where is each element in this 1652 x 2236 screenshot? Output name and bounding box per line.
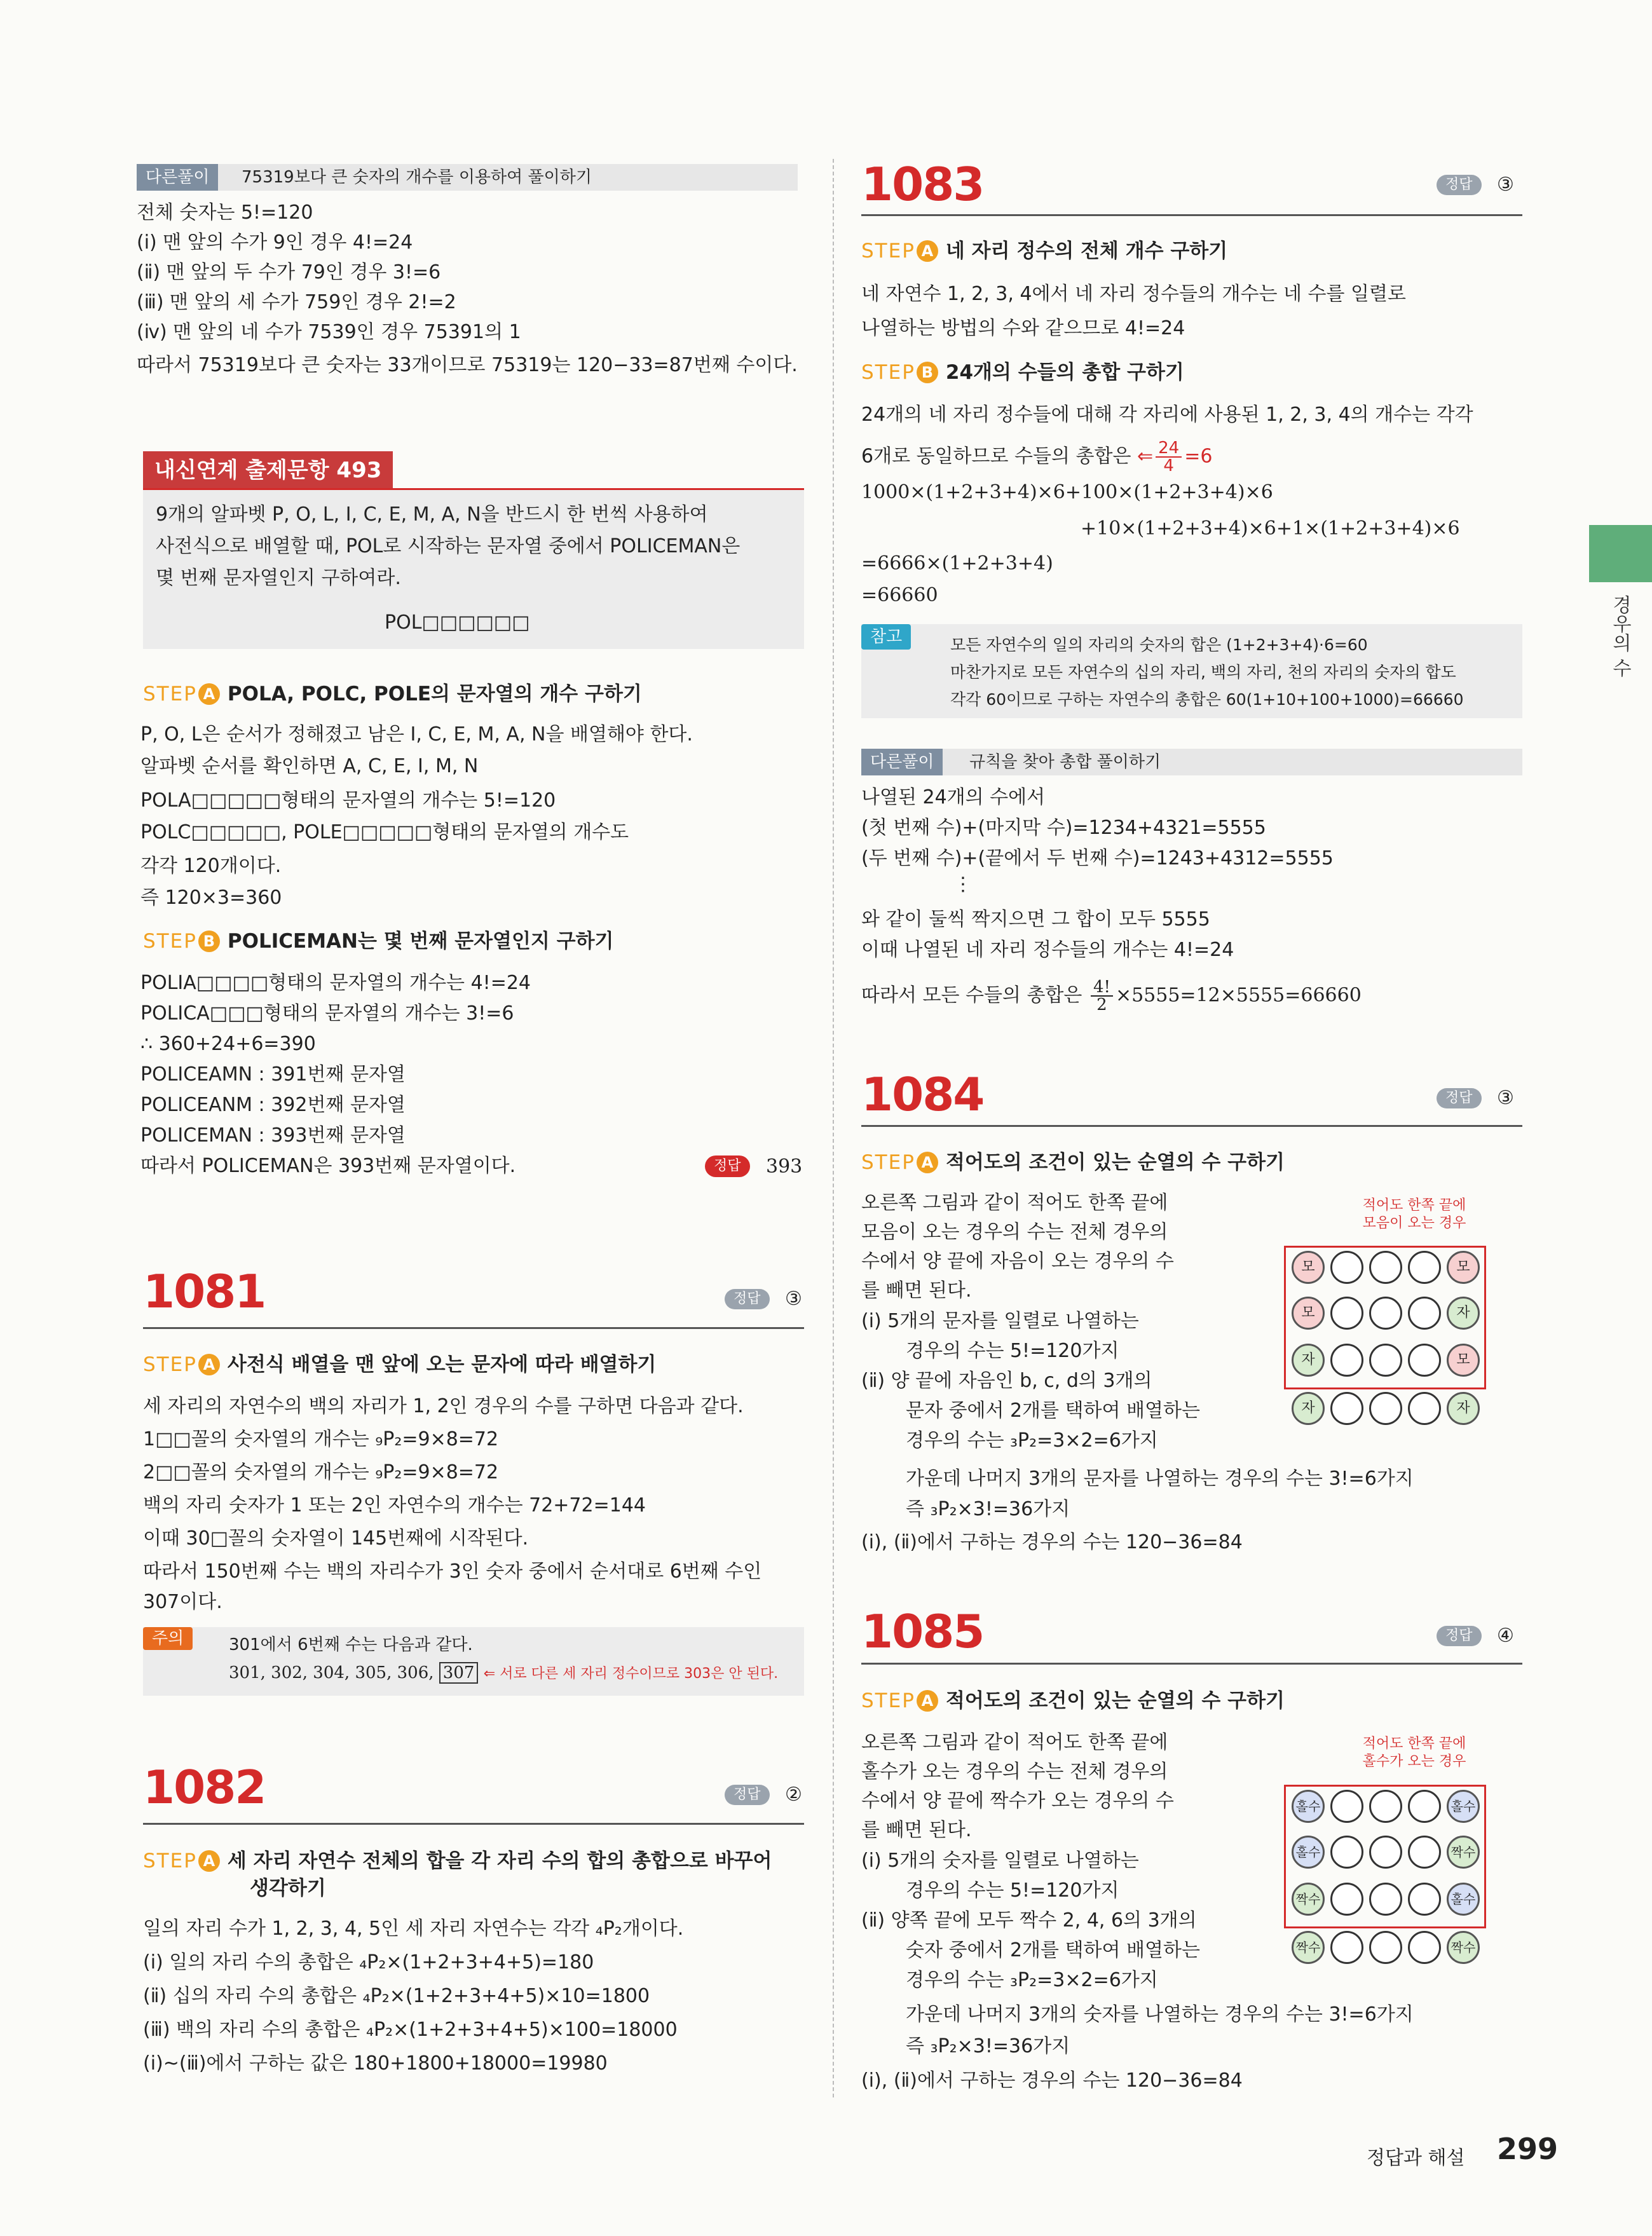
- answer-value: 393: [766, 1155, 803, 1178]
- diagram-caption: 적어도 한쪽 끝에 홀수가 오는 경우: [1362, 1736, 1466, 1769]
- solution-line: 경우의 수는 5!=120가지: [906, 1879, 1119, 1902]
- empty-circle: [1408, 1883, 1441, 1916]
- vowel-circle: 모: [1447, 1251, 1480, 1284]
- solution-line: 이때 30□꼴의 숫자열이 145번째에 시작된다.: [143, 1527, 529, 1550]
- empty-circle: [1369, 1297, 1402, 1330]
- problem-number: 1083: [861, 158, 984, 211]
- solution-line: 홀수가 오는 경우의 수는 전체 경우의: [861, 1761, 1168, 1783]
- step-line: POLICEANM : 392번째 문자열: [140, 1094, 406, 1116]
- alt-line: 따라서 모든 수들의 총합은 $\frac{4!}{2}$ ×5555=12×5555=66660: [861, 978, 1362, 1014]
- note-tag: 주의: [143, 1627, 193, 1650]
- ref-line: 모든 자연수의 일의 자리의 숫자의 합은 (1+2+3+4)·6=60: [950, 636, 1368, 654]
- odd-circle: 홀수: [1292, 1790, 1325, 1823]
- problem-rule: [143, 1823, 804, 1825]
- vowel-circle: 모: [1292, 1297, 1325, 1330]
- note-line: 301에서 6번째 수는 다음과 같다.: [229, 1635, 473, 1654]
- solution-line: 네 자연수 1, 2, 3, 4에서 네 자리 정수들의 개수는 네 수를 일렬로: [861, 283, 1406, 305]
- step-a-heading-cont: 생각하기: [250, 1877, 326, 1900]
- empty-circle: [1330, 1836, 1363, 1869]
- answer-value: ②: [785, 1783, 802, 1806]
- empty-circle: [1408, 1836, 1441, 1869]
- calc-line: +10×(1+2+3+4)×6+1×(1+2+3+4)×6: [1081, 517, 1460, 540]
- solution-line: 즉 ₃P₂×3!=36가지: [906, 2035, 1070, 2057]
- alt-line: 전체 숫자는 5!=120: [137, 201, 313, 224]
- step-line: 즉 120×3=360: [140, 887, 282, 909]
- page-number: 299: [1497, 2132, 1559, 2166]
- empty-circle: [1369, 1251, 1402, 1284]
- solution-line: (ⅰ) 5개의 문자를 일렬로 나열하는: [861, 1310, 1139, 1332]
- problem-rule: [861, 1125, 1522, 1127]
- odd-circle: 홀수: [1447, 1790, 1480, 1823]
- empty-circle: [1330, 1251, 1363, 1284]
- solution-line: 6개로 동일하므로 수들의 총합은 ⇐ $\frac{24}{4}$ =6: [861, 439, 1213, 475]
- empty-circle: [1369, 1344, 1402, 1377]
- problem-rule: [143, 1327, 804, 1329]
- step-line: POLC□□□□□, POLE□□□□□형태의 문자열의 개수도: [140, 821, 629, 843]
- solution-line: 세 자리의 자연수의 백의 자리가 1, 2인 경우의 수를 구하면 다음과 같다.: [143, 1395, 744, 1417]
- step-b-heading: STEP B POLICEMAN는 몇 번째 문자열인지 구하기: [143, 930, 614, 953]
- solution-line: 2□□꼴의 숫자열의 개수는 ₉P₂=9×8=72: [143, 1461, 499, 1483]
- solution-line: (ⅰ), (ⅱ)에서 구하는 경우의 수는 120−36=84: [861, 2069, 1243, 2092]
- empty-circle: [1330, 1392, 1363, 1425]
- step-line: POLICA□□□형태의 문자열의 개수는 3!=6: [140, 1002, 514, 1025]
- problem-number: 1082: [143, 1761, 266, 1814]
- alt-solution-tag: 다른풀이: [861, 749, 943, 775]
- answer-value: ③: [1497, 174, 1514, 196]
- alt-line: (ⅳ) 맨 앞의 네 수가 7539인 경우 75391의 1: [137, 321, 521, 343]
- answer-badge: 정답: [705, 1155, 750, 1177]
- solution-line: (ⅱ) 십의 자리 수의 총합은 ₄P₂×(1+2+3+4+5)×10=1800: [143, 1985, 650, 2007]
- step-line: POLIA□□□□형태의 문자열의 개수는 4!=24: [140, 972, 531, 994]
- answer-badge: 정답: [725, 1289, 770, 1309]
- chapter-tab: [1589, 525, 1652, 582]
- calc-line: =6666×(1+2+3+4): [861, 552, 1053, 575]
- solution-line: (ⅱ) 양 끝에 자음인 b, c, d의 3개의: [861, 1370, 1152, 1392]
- alt-line: (ⅱ) 맨 앞의 두 수가 79인 경우 3!=6: [137, 261, 441, 283]
- problem-rule: [861, 1663, 1522, 1665]
- alt-line: (첫 번째 수)+(마지막 수)=1234+4321=5555: [861, 817, 1266, 839]
- step-line: P, O, L은 순서가 정해졌고 남은 I, C, E, M, A, N을 배열해야 한다.: [140, 723, 693, 746]
- alt-solution-desc: 75319보다 큰 숫자의 개수를 이용하여 풀이하기: [242, 168, 592, 187]
- step-line: POLICEMAN : 393번째 문자열: [140, 1124, 406, 1147]
- solution-line: 모음이 오는 경우의 수는 전체 경우의: [861, 1221, 1168, 1243]
- ref-line: 마찬가지로 모든 자연수의 십의 자리, 백의 자리, 천의 자리의 숫자의 합도: [950, 663, 1456, 681]
- step-line: ∴ 360+24+6=390: [140, 1033, 316, 1055]
- alt-line: 와 같이 둘씩 짝지으면 그 합이 모두 5555: [861, 908, 1210, 931]
- empty-circle: [1369, 1790, 1402, 1823]
- answer-badge: 정답: [1437, 175, 1482, 195]
- solution-line: (ⅰ) 일의 자리 수의 총합은 ₄P₂×(1+2+3+4+5)=180: [143, 1951, 594, 1974]
- step-line: POLICEAMN : 391번째 문자열: [140, 1063, 406, 1086]
- problem-number: 1084: [861, 1068, 984, 1121]
- answer-badge: 정답: [1437, 1088, 1482, 1108]
- solution-line: 경우의 수는 5!=120가지: [906, 1340, 1119, 1362]
- solution-line: 1□□꼴의 숫자열의 개수는 ₉P₂=9×8=72: [143, 1428, 499, 1450]
- solution-line: 경우의 수는 ₃P₂=3×2=6가지: [906, 1969, 1158, 1991]
- solution-line: 307이다.: [143, 1591, 222, 1613]
- step-line: 따라서 POLICEMAN은 393번째 문자열이다.: [140, 1155, 516, 1177]
- alt-solution-desc: 규칙을 찾아 총합 풀이하기: [969, 753, 1161, 772]
- solution-line: (ⅲ) 백의 자리 수의 총합은 ₄P₂×(1+2+3+4+5)×100=18000: [143, 2019, 678, 2041]
- empty-circle: [1369, 1931, 1402, 1964]
- even-circle: 짝수: [1292, 1931, 1325, 1964]
- consonant-circle: 자: [1447, 1297, 1480, 1330]
- solution-line: (ⅰ), (ⅱ)에서 구하는 경우의 수는 120−36=84: [861, 1531, 1243, 1553]
- step-a-heading: STEP A 네 자리 정수의 전체 개수 구하기: [861, 240, 1228, 262]
- alt-line: 나열된 24개의 수에서: [861, 786, 1046, 808]
- answer-value: ④: [1497, 1625, 1514, 1647]
- alt-line: (ⅲ) 맨 앞의 세 수가 759인 경우 2!=2: [137, 291, 456, 313]
- note-line: 301, 302, 304, 305, 306, 307 ⇐ 서로 다른 세 자리 정수이므로 303은 안 된다.: [229, 1663, 779, 1682]
- solution-line: 숫자 중에서 2개를 택하여 배열하는: [906, 1939, 1200, 1961]
- empty-circle: [1369, 1883, 1402, 1916]
- footer-label: 정답과 해설: [1367, 2147, 1465, 2169]
- solution-line: 즉 ₃P₂×3!=36가지: [906, 1498, 1070, 1520]
- solution-line: 를 빼면 된다.: [861, 1279, 972, 1302]
- step-a-heading: STEP A 적어도의 조건이 있는 순열의 수 구하기: [861, 1151, 1285, 1174]
- solution-line: 오른쪽 그림과 같이 적어도 한쪽 끝에: [861, 1731, 1168, 1754]
- empty-circle: [1408, 1931, 1441, 1964]
- solution-line: (ⅰ)~(ⅲ)에서 구하는 값은 180+1800+18000=19980: [143, 2052, 608, 2075]
- vowel-circle: 모: [1292, 1251, 1325, 1284]
- solution-line: 수에서 양 끝에 짝수가 오는 경우의 수: [861, 1790, 1174, 1812]
- step-a-heading: STEP A 사전식 배열을 맨 앞에 오는 문자에 따라 배열하기: [143, 1353, 657, 1376]
- section-title-493: 내신연계 출제문항 493: [143, 451, 393, 489]
- even-circle: 짝수: [1292, 1883, 1325, 1916]
- odd-circle: 홀수: [1447, 1883, 1480, 1916]
- empty-circle: [1408, 1297, 1441, 1330]
- even-circle: 짝수: [1447, 1931, 1480, 1964]
- ref-line: 각각 60이므로 구하는 자연수의 총합은 60(1+10+100+1000)=66660: [950, 690, 1464, 709]
- calc-line: =66660: [861, 584, 938, 606]
- solution-line: 24개의 네 자리 정수들에 대해 각 자리에 사용된 1, 2, 3, 4의 개수는 각각: [861, 404, 1473, 426]
- consonant-circle: 자: [1292, 1392, 1325, 1425]
- step-line: POLA□□□□□형태의 문자열의 개수는 5!=120: [140, 789, 556, 812]
- consonant-circle: 자: [1292, 1344, 1325, 1377]
- alt-line: (두 번째 수)+(끝에서 두 번째 수)=1243+4312=5555: [861, 847, 1334, 869]
- solution-line: 경우의 수는 ₃P₂=3×2=6가지: [906, 1429, 1158, 1452]
- solution-line: 백의 자리 숫자가 1 또는 2인 자연수의 개수는 72+72=144: [143, 1494, 646, 1517]
- alt-solution-tag: 다른풀이: [137, 164, 218, 191]
- answer-badge: 정답: [1437, 1626, 1482, 1646]
- empty-circle: [1330, 1790, 1363, 1823]
- solution-line: 일의 자리 수가 1, 2, 3, 4, 5인 세 자리 자연수는 각각 ₄P₂개이다.: [143, 1918, 684, 1940]
- empty-circle: [1330, 1344, 1363, 1377]
- solution-line: 나열하는 방법의 수와 같으므로 4!=24: [861, 317, 1185, 339]
- step-b-heading: STEP B 24개의 수들의 총합 구하기: [861, 361, 1184, 384]
- step-line: 각각 120개이다.: [140, 855, 282, 877]
- problem-number: 1085: [861, 1605, 984, 1658]
- answer-value: ③: [785, 1288, 802, 1310]
- consonant-circle: 자: [1447, 1392, 1480, 1425]
- even-circle: 짝수: [1447, 1836, 1480, 1869]
- empty-circle: [1330, 1931, 1363, 1964]
- answer-badge: 정답: [725, 1785, 770, 1805]
- ref-tag: 참고: [861, 624, 911, 650]
- solution-line: 오른쪽 그림과 같이 적어도 한쪽 끝에: [861, 1192, 1168, 1214]
- question-line: 9개의 알파벳 P, O, L, I, C, E, M, A, N을 반드시 한 번씩 사용하여: [156, 503, 708, 526]
- empty-circle: [1408, 1790, 1441, 1823]
- diagram-caption: 적어도 한쪽 끝에 모음이 오는 경우: [1362, 1197, 1466, 1231]
- question-line: 사전식으로 배열할 때, POL로 시작하는 문자열 중에서 POLICEMAN은: [156, 535, 741, 557]
- column-divider: [833, 159, 834, 2097]
- empty-circle: [1408, 1392, 1441, 1425]
- problem-rule: [861, 214, 1522, 216]
- empty-circle: [1408, 1251, 1441, 1284]
- alt-line: ⋮: [953, 873, 973, 896]
- step-a-heading: STEP A 세 자리 자연수 전체의 합을 각 자리 수의 합의 총합으로 바꾸어: [143, 1850, 772, 1872]
- problem-number: 1081: [143, 1265, 266, 1318]
- empty-circle: [1330, 1297, 1363, 1330]
- solution-line: 를 빼면 된다.: [861, 1819, 972, 1841]
- alt-solution-bar: [861, 749, 1522, 775]
- empty-circle: [1408, 1344, 1441, 1377]
- empty-circle: [1369, 1392, 1402, 1425]
- empty-circle: [1369, 1836, 1402, 1869]
- step-line: 알파벳 순서를 확인하면 A, C, E, I, M, N: [140, 755, 479, 777]
- calc-line: 1000×(1+2+3+4)×6+100×(1+2+3+4)×6: [861, 481, 1273, 503]
- question-pattern: POL□□□□□□: [385, 611, 530, 634]
- solution-line: 가운데 나머지 3개의 문자를 나열하는 경우의 수는 3!=6가지: [906, 1468, 1414, 1490]
- solution-line: 따라서 150번째 수는 백의 자리수가 3인 숫자 중에서 순서대로 6번째 수인: [143, 1560, 762, 1583]
- odd-circle: 홀수: [1292, 1836, 1325, 1869]
- answer-value: ③: [1497, 1087, 1514, 1109]
- solution-line: 문자 중에서 2개를 택하여 배열하는: [906, 1400, 1200, 1422]
- alt-line: (ⅰ) 맨 앞의 수가 9인 경우 4!=24: [137, 231, 413, 254]
- alt-line: 이때 나열된 네 자리 정수들의 개수는 4!=24: [861, 939, 1234, 961]
- step-a-heading: STEP A 적어도의 조건이 있는 순열의 수 구하기: [861, 1689, 1285, 1712]
- solution-line: (ⅱ) 양쪽 끝에 모두 짝수 2, 4, 6의 3개의: [861, 1909, 1197, 1932]
- alt-line: 따라서 75319보다 큰 숫자는 33개이므로 75319는 120−33=87번째 수이다.: [137, 354, 798, 376]
- question-line: 몇 번째 문자열인지 구하여라.: [156, 567, 401, 589]
- solution-line: (ⅰ) 5개의 숫자를 일렬로 나열하는: [861, 1850, 1139, 1872]
- vowel-circle: 모: [1447, 1344, 1480, 1377]
- step-a-heading: STEP A POLA, POLC, POLE의 문자열의 개수 구하기: [143, 683, 642, 706]
- chapter-tab-label: 경우의 수: [1609, 595, 1631, 678]
- solution-line: 가운데 나머지 3개의 숫자를 나열하는 경우의 수는 3!=6가지: [906, 2003, 1414, 2026]
- solution-line: 수에서 양 끝에 자음이 오는 경우의 수: [861, 1250, 1174, 1272]
- empty-circle: [1330, 1883, 1363, 1916]
